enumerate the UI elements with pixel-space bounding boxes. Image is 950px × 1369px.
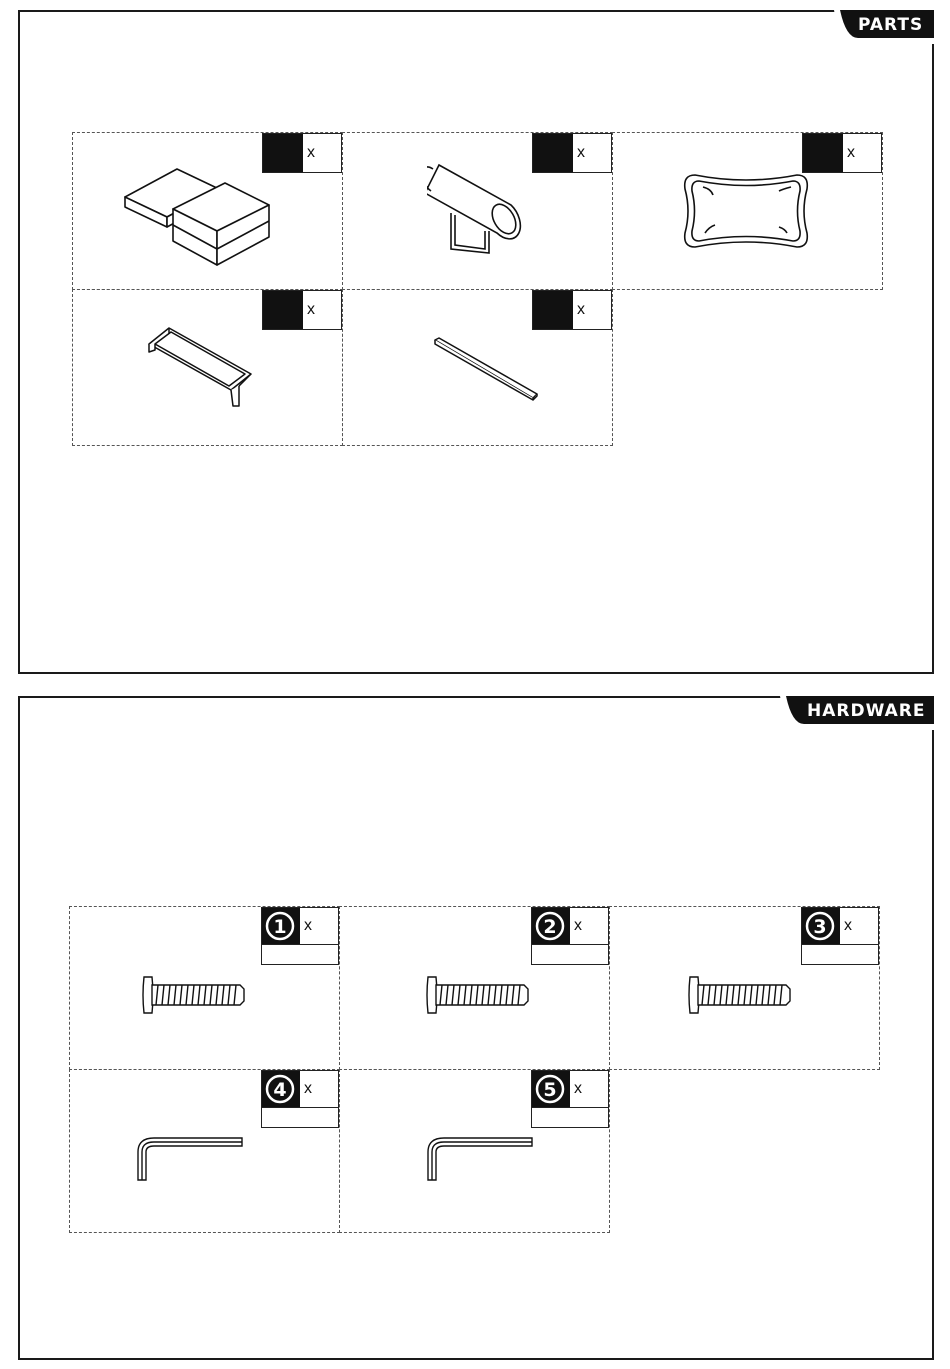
number-badge bbox=[535, 911, 565, 941]
quantity-box bbox=[261, 907, 339, 965]
part-cell-3 bbox=[612, 132, 883, 290]
quantity-mark: x bbox=[304, 917, 312, 934]
item-number: 4 bbox=[273, 1079, 287, 1101]
box-pieces-icon bbox=[121, 167, 281, 277]
quantity-mark: x bbox=[844, 917, 852, 934]
quantity-box bbox=[532, 133, 612, 173]
item-number: 5 bbox=[543, 1079, 557, 1101]
number-badge bbox=[265, 911, 295, 941]
part-cell-2 bbox=[342, 132, 613, 290]
quantity-mark: x bbox=[577, 301, 585, 318]
hardware-cell-2 bbox=[339, 906, 610, 1070]
quantity-box bbox=[801, 907, 879, 965]
screw-icon bbox=[140, 971, 250, 1021]
hardware-tab-label: HARDWARE bbox=[807, 701, 926, 721]
allen-key-icon bbox=[134, 1134, 254, 1184]
parts-panel bbox=[18, 10, 934, 674]
hardware-tab bbox=[780, 696, 934, 730]
allen-key-icon bbox=[424, 1134, 544, 1184]
screw-icon bbox=[686, 971, 796, 1021]
quantity-mark: x bbox=[304, 1080, 312, 1097]
hardware-cell-1 bbox=[69, 906, 340, 1070]
tray-frame-icon bbox=[681, 171, 811, 251]
quantity-box bbox=[531, 907, 609, 965]
hardware-cell-4 bbox=[69, 1069, 340, 1233]
quantity-mark: x bbox=[574, 917, 582, 934]
quantity-mark: x bbox=[847, 144, 855, 161]
hardware-cell-3 bbox=[609, 906, 880, 1070]
number-badge bbox=[805, 911, 835, 941]
parts-tab bbox=[834, 10, 934, 44]
part-cell-5 bbox=[342, 289, 613, 446]
quantity-box bbox=[261, 1070, 339, 1128]
item-number: 3 bbox=[813, 916, 827, 938]
bracket-bar-icon bbox=[143, 320, 263, 420]
parts-tab-label: PARTS bbox=[858, 15, 924, 35]
hardware-cell-5 bbox=[339, 1069, 610, 1233]
screw-icon bbox=[424, 971, 534, 1021]
number-badge bbox=[535, 1074, 565, 1104]
quantity-box bbox=[531, 1070, 609, 1128]
quantity-mark: x bbox=[577, 144, 585, 161]
hardware-panel bbox=[18, 696, 934, 1360]
quantity-mark: x bbox=[307, 144, 315, 161]
part-cell-4 bbox=[72, 289, 343, 446]
cushion-roll-icon bbox=[427, 161, 527, 261]
part-cell-1 bbox=[72, 132, 343, 290]
item-number: 1 bbox=[273, 916, 287, 938]
item-number: 2 bbox=[543, 916, 557, 938]
number-badge bbox=[265, 1074, 295, 1104]
quantity-mark: x bbox=[574, 1080, 582, 1097]
quantity-box bbox=[262, 290, 342, 330]
quantity-mark: x bbox=[307, 301, 315, 318]
quantity-box bbox=[532, 290, 612, 330]
rod-icon bbox=[431, 334, 541, 404]
quantity-box bbox=[802, 133, 882, 173]
